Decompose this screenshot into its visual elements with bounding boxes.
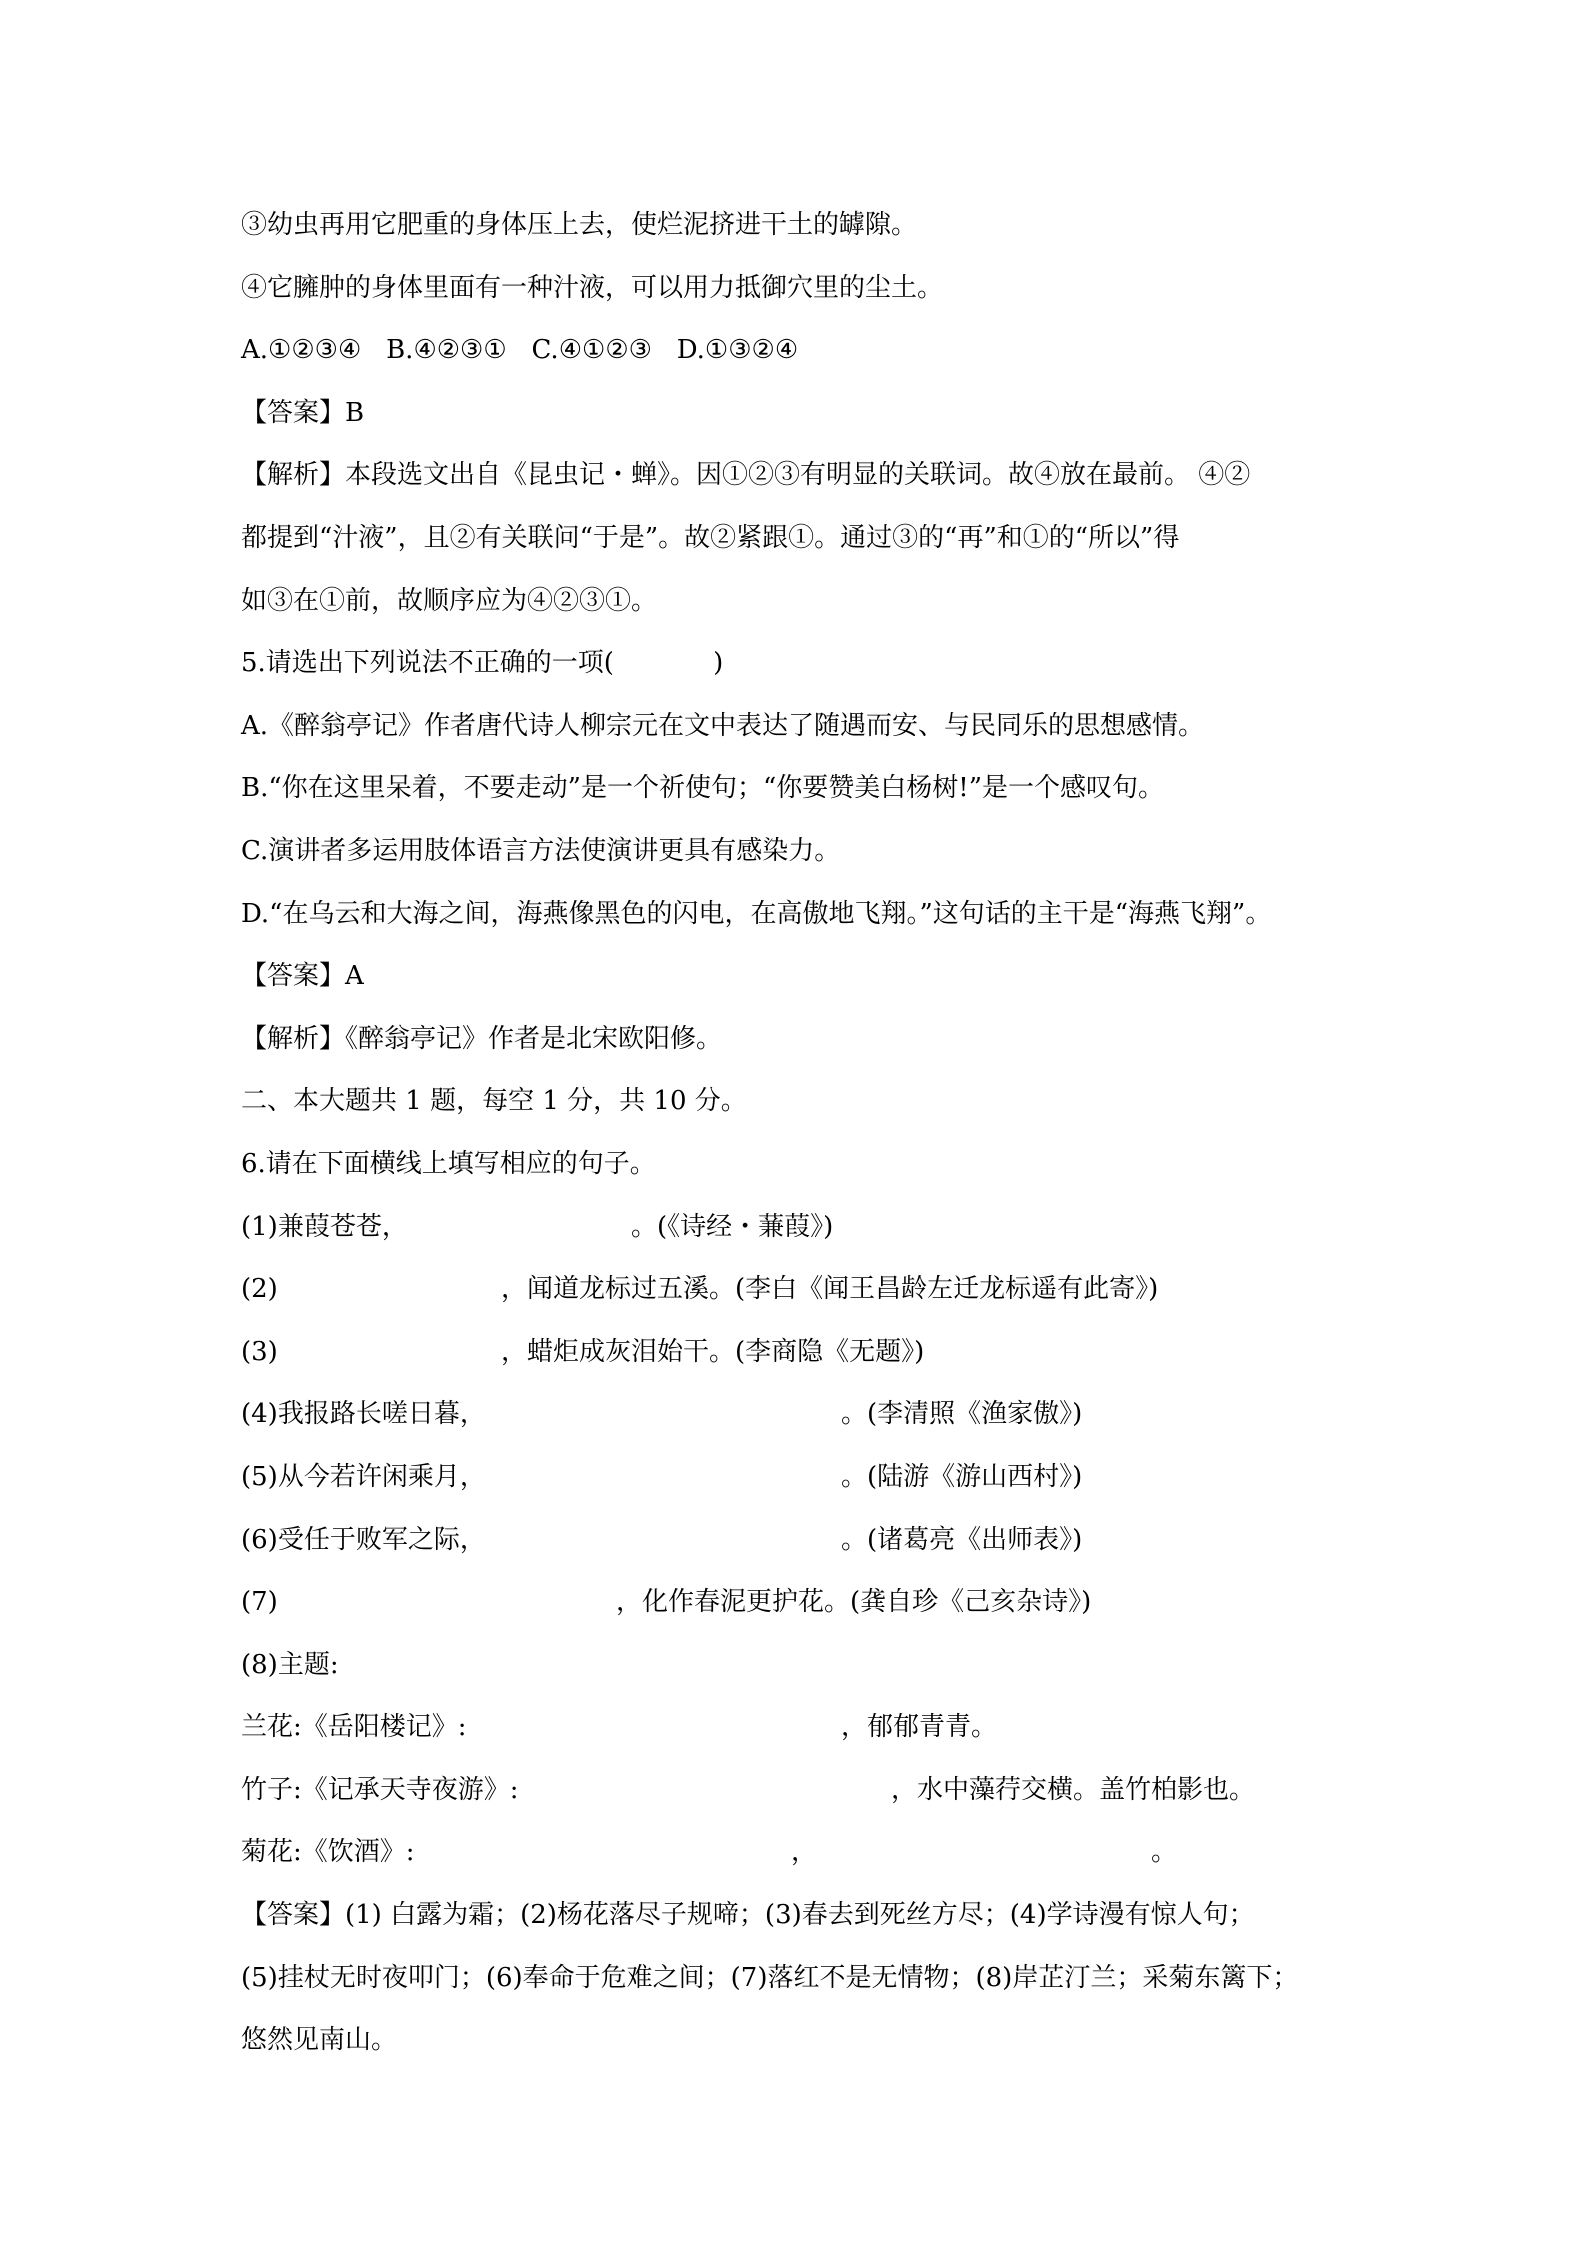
- answer-label: 【答案】A: [241, 961, 364, 991]
- analysis-line: 【解析】本段选文出自《昆虫记・蝉》。因①②③有明显的关联词。故④放在最前。 ④②: [241, 460, 1251, 490]
- analysis-line: 都提到“汁液”，且②有关联问“于是”。故②紧跟①。通过③的“再”和①的“所以”得: [241, 523, 1180, 553]
- text-line: ④它臃肿的身体里面有一种汁液，可以用力抵御穴里的尘土。: [241, 273, 944, 303]
- fill-blank-item: (6)受任于败军之际， 。(诸葛亮《出师表》): [241, 1525, 1083, 1555]
- answer-line: (5)挂杖无时夜叩门；(6)奉命于危难之间；(7)落红不是无情物；(8)岸芷汀兰；采菊东篱下；: [241, 1963, 1299, 1993]
- theme-item-bamboo: 竹子:《记承天寺夜游》: ，水中藻荇交横。盖竹柏影也。: [241, 1775, 1256, 1805]
- analysis-line: 如③在①前，故顺序应为④②③①。: [241, 586, 658, 616]
- fill-blank-item: (4)我报路长嗟日暮， 。(李清照《渔家傲》): [241, 1399, 1083, 1429]
- fill-blank-item: (1)兼葭苍苍， 。(《诗经・蒹葭》): [241, 1212, 834, 1242]
- fill-blank-item: (5)从今若许闲乘月， 。(陆游《游山西村》): [241, 1462, 1083, 1492]
- fill-blank-item: (7) ，化作春泥更护花。(龚自珍《己亥杂诗》): [241, 1587, 1092, 1617]
- analysis-line: 【解析】《醉翁亭记》作者是北宋欧阳修。: [241, 1024, 723, 1054]
- option-b: B.“你在这里呆着，不要走动”是一个祈使句；“你要赞美白杨树!”是一个感叹句。: [241, 773, 1164, 803]
- option-c: C.演讲者多运用肢体语言方法使演讲更具有感染力。: [241, 836, 841, 866]
- answer-line: 悠然见南山。: [241, 2025, 398, 2055]
- answer-label: 【答案】B: [241, 398, 365, 428]
- answer-line: 【答案】(1) 白露为霜；(2)杨花落尽子规啼；(3)春去到死丝方尽；(4)学诗漫有惊人句；: [241, 1900, 1255, 1930]
- option-d: D.“在乌云和大海之间，海燕像黑色的闪电，在高傲地飞翔。”这句话的主干是“海燕飞翔”。: [241, 899, 1272, 929]
- section-heading: 二、本大题共 1 题，每空 1 分，共 10 分。: [241, 1086, 747, 1116]
- option-a: A.《醉翁亭记》作者唐代诗人柳宗元在文中表达了随遇而安、与民同乐的思想感情。: [241, 711, 1205, 741]
- text-line: ③幼虫再用它肥重的身体压上去，使烂泥挤进干土的罅隙。: [241, 210, 918, 240]
- answer-options: A.①②③④ B.④②③① C.④①②③ D.①③②④: [241, 335, 799, 365]
- theme-item-orchid: 兰花:《岳阳楼记》: ，郁郁青青。: [241, 1712, 998, 1742]
- fill-blank-item: (2) ，闻道龙标过五溪。(李白《闻王昌龄左迁龙标遥有此寄》): [241, 1274, 1159, 1304]
- fill-blank-item: (3) ，蜡炬成灰泪始干。(李商隐《无题》): [241, 1337, 925, 1367]
- theme-item-chrysanthemum: 菊花:《饮酒》: ， 。: [241, 1837, 1178, 1867]
- theme-heading: (8)主题:: [241, 1650, 339, 1680]
- question-title: 6.请在下面横线上填写相应的句子。: [241, 1149, 656, 1179]
- question-title: 5.请选出下列说法不正确的一项( ): [241, 648, 724, 678]
